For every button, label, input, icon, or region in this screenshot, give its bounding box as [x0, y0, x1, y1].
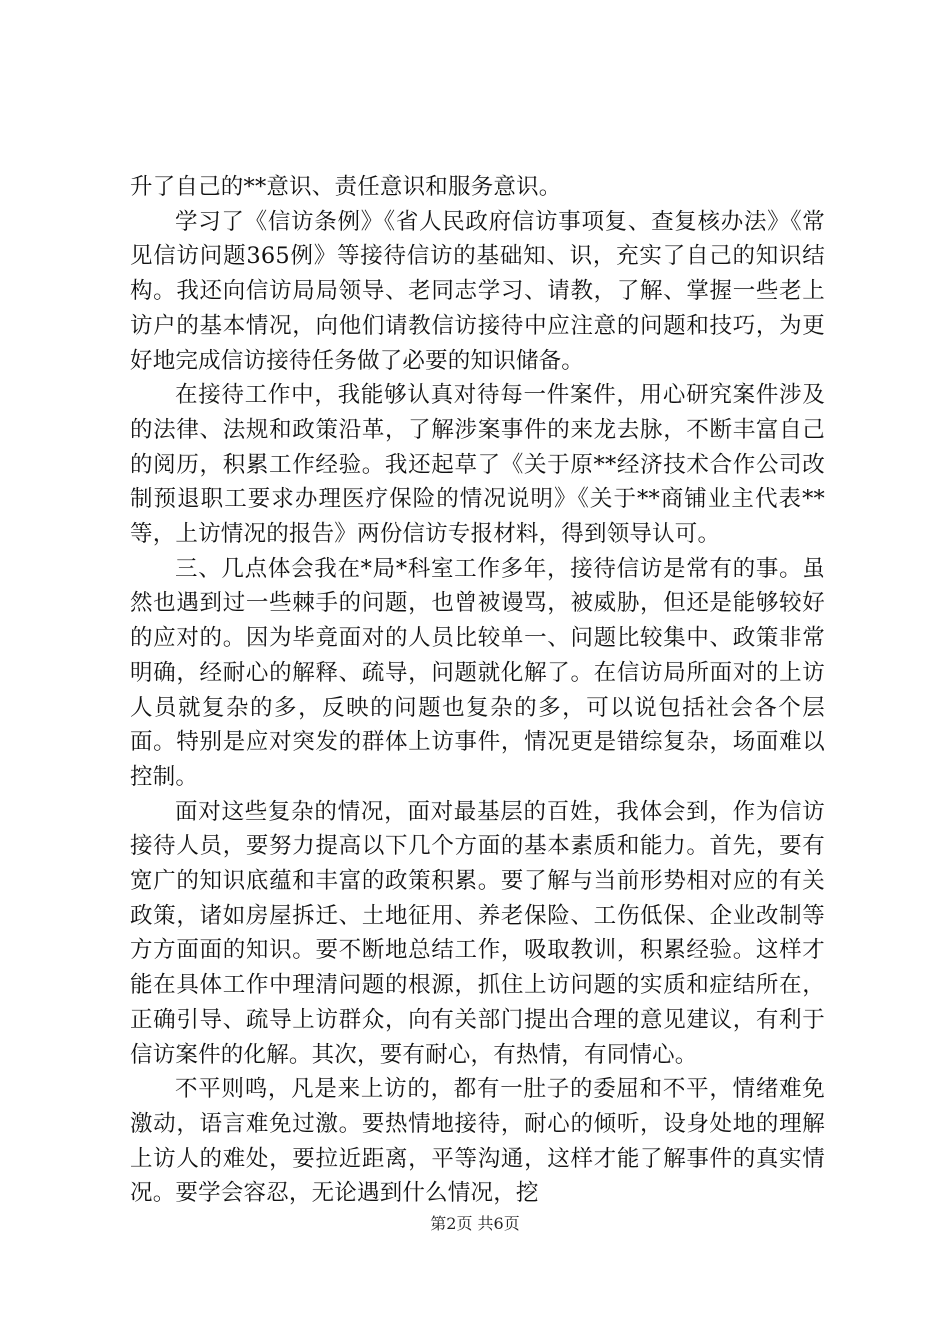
paragraph-continuation: 升了自己的**意识、责任意识和服务意识。 — [130, 174, 562, 200]
document-body — [130, 170, 825, 1211]
page-number-footer: 第2页 共6页 — [430, 1214, 520, 1233]
paragraph-reflections: 三、几点体会我在*局*科室工作多年，接待信访是常有的事。虽然也遇到过一些棘手的问题，也曾被谩骂，被威胁，但还是能够较好的应对的。因为毕竟面对的人员比较单一、问题比较集中、政策非常明确，经耐心的解释、疏导，问题就化解了。在信访局所面对的上访人员就复杂的多，反映的问题也复杂的多，可以说包括社会各个层面。特别是应对突发的群体上访事件，情况更是错综复杂，场面难以控制。 — [130, 555, 825, 790]
paragraph-patience: 不平则鸣，凡是来上访的，都有一肚子的委屈和不平，情绪难免激动，语言难免过激。要热情地接待，耐心的倾听，设身处地的理解上访人的难处，要拉近距离，平等沟通，这样才能了解事件的真实情况。要学会容忍，无论遇到什么情况，挖 — [130, 1076, 825, 1207]
paragraph-complex-situations: 面对这些复杂的情况，面对最基层的百姓，我体会到，作为信访接待人员，要努力提高以下几个方面的基本素质和能力。首先，要有宽广的知识底蕴和丰富的政策积累。要了解与当前形势相对应的有关政策，诸如房屋拆迁、土地征用、养老保险、工伤低保、企业改制等方方面面的知识。要不断地总结工作，吸取教训，积累经验。这样才能在具体工作中理清问题的根源，抓住上访问题的实质和症结所在，正确引导、疏导上访群众，向有关部门提出合理的意见建议，有利于信访案件的化解。其次，要有耐心，有热情，有同情心。 — [130, 798, 825, 1068]
paragraph-reception-work: 在接待工作中，我能够认真对待每一件案件，用心研究案件涉及的法律、法规和政策沿革，了解涉案事件的来龙去脉，不断丰富自己的阅历，积累工作经验。我还起草了《关于原**经济技术合作公司改制预退职工要求办理医疗保险的情况说明》《关于**商铺业主代表**等，上访情况的报告》两份信访专报材料，得到领导认可。 — [130, 382, 825, 548]
paragraph-study: 学习了《信访条例》《省人民政府信访事项复、查复核办法》《常见信访问题365例》等接待信访的基础知、识，充实了自己的知识结构。我还向信访局局领导、老同志学习、请教，了解、掌握一些老上访户的基本情况，向他们请教信访接待中应注意的问题和技巧，为更好地完成信访接待任务做了必要的知识储备。 — [130, 208, 825, 374]
